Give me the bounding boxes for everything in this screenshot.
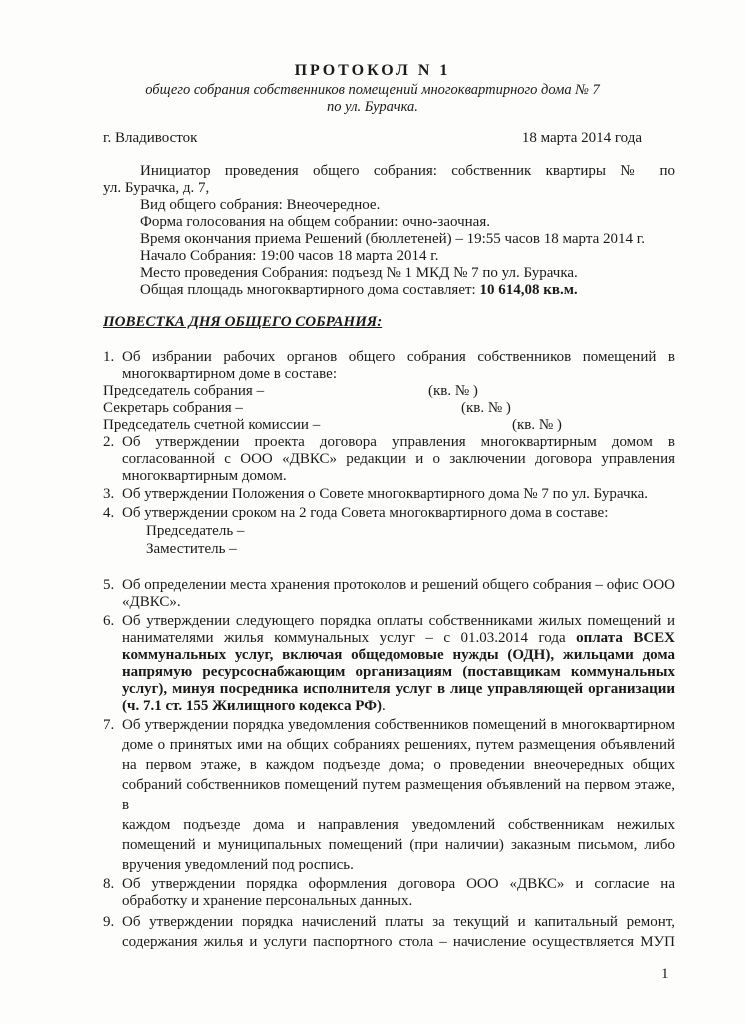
item-7-line: собраний собственников помещений путем размещения объявлений на первом этаже, в [122,777,675,813]
item-7-line: Об утверждении порядка уведомления собственников помещений в многоквартирном [122,717,675,733]
agenda-item-1 [103,349,675,383]
item-6-line [122,664,675,681]
item-2-line: многоквартирным домом. [122,468,287,484]
item-6-text: нанимателями жилья коммунальных услуг – с 01.03.2014 года [122,630,577,646]
intro-block [103,163,675,299]
initiator-number: № [620,163,646,179]
item-6-line [122,698,675,715]
item-1-line: Об избрании рабочих органов общего собрания собственников помещений в [122,349,675,365]
agenda-item-8 [103,876,675,910]
secretary-label: Секретарь собрания – [103,400,243,416]
item-9-line: Об утверждении порядка начислений платы за текущий и капитальный ремонт, [122,914,675,930]
document-subtitle: общего собрания собственников помещений многоквартирного дома № 7 [145,82,600,98]
item-number: 6. [103,613,115,629]
chairman-row [103,383,675,400]
agenda-heading: ПОВЕСТКА ДНЯ ОБЩЕГО СОБРАНИЯ: [103,314,383,330]
item-3-line: Об утверждении Положения о Совете многоквартирного дома № 7 по ул. Бурачка. [122,486,648,502]
item-7-line: доме о принятых ими на общих собраниях решениях, путем размещения объявлений [122,737,675,753]
item-6-bold: коммунальных услуг, включая общедомовые нужды (ОДН), жильцами дома [122,647,675,663]
item-6-bold: (ч. 7.1 ст. 155 Жилищного кодекса РФ) [122,698,383,714]
meeting-type: Вид общего собрания: Внеочередное. [140,197,381,213]
counting-chair-label: Председатель счетной комиссии – [103,417,321,433]
item-4-line: Об утверждении сроком на 2 года Совета многоквартирного дома в составе: [122,505,609,521]
item-number: 7. [103,717,115,733]
secretary-row [103,400,675,417]
item-number: 1. [103,349,115,365]
item-6-text: . [382,698,386,714]
item-6-line: Об утверждении следующего порядка оплаты собственниками жилых помещений и [122,613,675,629]
initiator-address: ул. Бурачка, д. 7, [103,180,210,196]
voting-form: Форма голосования на общем собрании: очно-заочная. [140,214,490,230]
council-chair-label: Председатель – [146,523,245,539]
item-5-line: «ДВКС». [122,594,181,610]
city-date-row [103,130,675,147]
item-6-bold: услуг), минуя посредника исполнителя услуг в лице управляющей организации [122,681,675,697]
item-number: 8. [103,876,115,892]
item-6-line [122,630,675,647]
item-5-line: Об определении места хранения протоколов и решений общего собрания – офис ООО [122,577,675,593]
date: 18 марта 2014 года [521,130,642,146]
initiator-po: по [659,163,676,179]
item-2-line: Об утверждении проекта договора управления многоквартирным домом в [122,434,675,450]
item-7-line: вручения уведомлений под роспись. [122,857,354,873]
total-area-label: Общая площадь многоквартирного дома составляет: [140,282,480,298]
item-7-line: на первом этаже, в каждом подъезде дома; о проведении внеочередных общих [122,757,675,773]
item-6-line [122,681,675,698]
item-number: 4. [103,505,115,521]
agenda-item-7 [103,715,675,875]
item-number: 3. [103,486,115,502]
item-2-line: согласованной с ООО «ДВКС» редакции и о заключении договора управления [122,451,675,467]
item-number: 9. [103,914,115,930]
city: г. Владивосток [103,130,198,146]
item-1-line: многоквартирном доме в составе: [122,366,337,382]
document-title: ПРОТОКОЛ N 1 [294,62,451,79]
item-8-line: Об утверждении порядка оформления договора ООО «ДВКС» и согласие на [122,876,675,892]
page-number: 1 [661,966,669,982]
total-area [103,282,675,299]
agenda-item-2 [103,434,675,485]
agenda-item-6 [103,613,675,715]
council-deputy-label: Заместитель – [146,541,237,557]
item-7-line: помещений и муниципальных помещений (при наличии) заказным письмом, либо [122,837,675,853]
end-time: Время окончания приема Решений (бюллетеней) – 19:55 часов 18 марта 2014 г. [140,231,645,247]
total-area-value: 10 614,08 кв.м. [479,282,578,298]
document-subtitle-2: по ул. Бурачка. [327,99,418,115]
initiator-line [103,163,675,180]
start-time: Начало Собрания: 19:00 часов 18 марта 2014 г. [140,248,439,264]
agenda-item-3 [103,486,675,503]
chairman-apartment: (кв. № ) [428,383,478,399]
item-7-line: каждом подъезде дома и направления уведомлений собственникам нежилых [122,817,675,833]
initiator-text: Инициатор проведения общего собрания: собственник [140,163,532,179]
item-9-line: содержания жилья и услуги паспортного стола – начисление осуществляется МУП [122,934,675,950]
counting-chair-row [103,417,675,434]
item-6-line [122,647,675,664]
item-6-bold: оплата ВСЕХ [576,630,675,646]
meeting-place: Место проведения Собрания: подъезд № 1 МКД № 7 по ул. Бурачка. [140,265,578,281]
chairman-label: Председатель собрания – [103,383,265,399]
item-8-line: обработку и хранение персональных данных. [122,893,413,909]
item-number: 2. [103,434,115,450]
agenda-item-9 [103,912,675,952]
item-number: 5. [103,577,115,593]
initiator-apartment: квартиры [545,163,606,179]
counting-chair-apartment: (кв. № ) [512,417,562,433]
item-6-bold: напрямую ресурсоснабжающим организациям (поставщикам коммунальных [122,664,675,680]
agenda-item-4 [103,505,675,558]
secretary-apartment: (кв. № ) [461,400,511,416]
agenda-item-5 [103,577,675,611]
